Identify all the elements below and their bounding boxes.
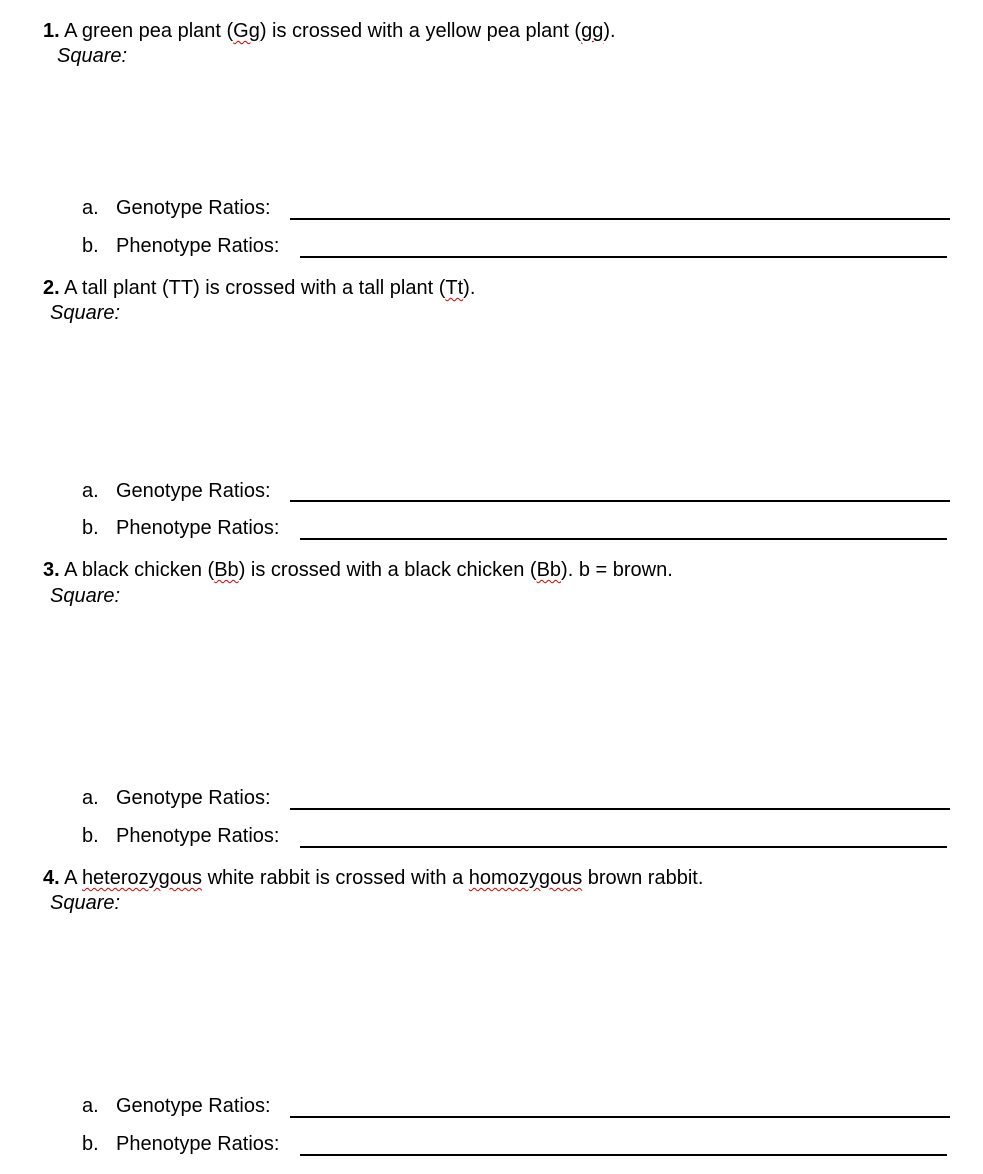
phenotype-ratio-row: b. Phenotype Ratios:	[82, 235, 280, 257]
phenotype-label: Phenotype Ratios:	[116, 517, 280, 539]
question-4-text: 4. A heterozygous white rabbit is crossed with a homozygous brown rabbit.	[43, 867, 704, 889]
question-1-text: 1. A green pea plant (Gg) is crossed with a yellow pea plant (gg).	[43, 20, 616, 42]
genotype-answer-line[interactable]	[290, 808, 950, 810]
question-2-text: 2. A tall plant (TT) is crossed with a tall plant (Tt).	[43, 277, 476, 299]
question-3-text: 3. A black chicken (Bb) is crossed with a black chicken (Bb). b = brown.	[43, 559, 673, 581]
genotype-ratio-row: a. Genotype Ratios:	[82, 1095, 271, 1117]
phenotype-answer-line[interactable]	[300, 1154, 947, 1156]
genotype-answer-line[interactable]	[290, 1116, 950, 1118]
phenotype-answer-line[interactable]	[300, 538, 947, 540]
phenotype-ratio-row: b. Phenotype Ratios:	[82, 1133, 280, 1155]
genotype-answer-line[interactable]	[290, 218, 950, 220]
genotype-ratio-row: a. Genotype Ratios:	[82, 197, 271, 219]
question-number: 3.	[43, 559, 60, 581]
genotype-label: Genotype Ratios:	[116, 787, 271, 809]
phenotype-label: Phenotype Ratios:	[116, 235, 280, 257]
question-number: 1.	[43, 20, 60, 42]
genotype-label: Genotype Ratios:	[116, 197, 271, 219]
genotype-label: Genotype Ratios:	[116, 480, 271, 502]
phenotype-ratio-row: b. Phenotype Ratios:	[82, 517, 280, 539]
genotype-answer-line[interactable]	[290, 500, 950, 502]
phenotype-label: Phenotype Ratios:	[116, 1133, 280, 1155]
phenotype-ratio-row: b. Phenotype Ratios:	[82, 825, 280, 847]
phenotype-answer-line[interactable]	[300, 256, 947, 258]
square-label: Square:	[50, 302, 121, 324]
question-number: 2.	[43, 277, 60, 299]
square-label: Square:	[50, 892, 121, 914]
phenotype-answer-line[interactable]	[300, 846, 947, 848]
square-label: Square:	[57, 45, 128, 67]
phenotype-label: Phenotype Ratios:	[116, 825, 280, 847]
genotype-ratio-row: a. Genotype Ratios:	[82, 480, 271, 502]
square-label: Square:	[50, 585, 121, 607]
genotype-label: Genotype Ratios:	[116, 1095, 271, 1117]
question-number: 4.	[43, 867, 60, 889]
genotype-ratio-row: a. Genotype Ratios:	[82, 787, 271, 809]
